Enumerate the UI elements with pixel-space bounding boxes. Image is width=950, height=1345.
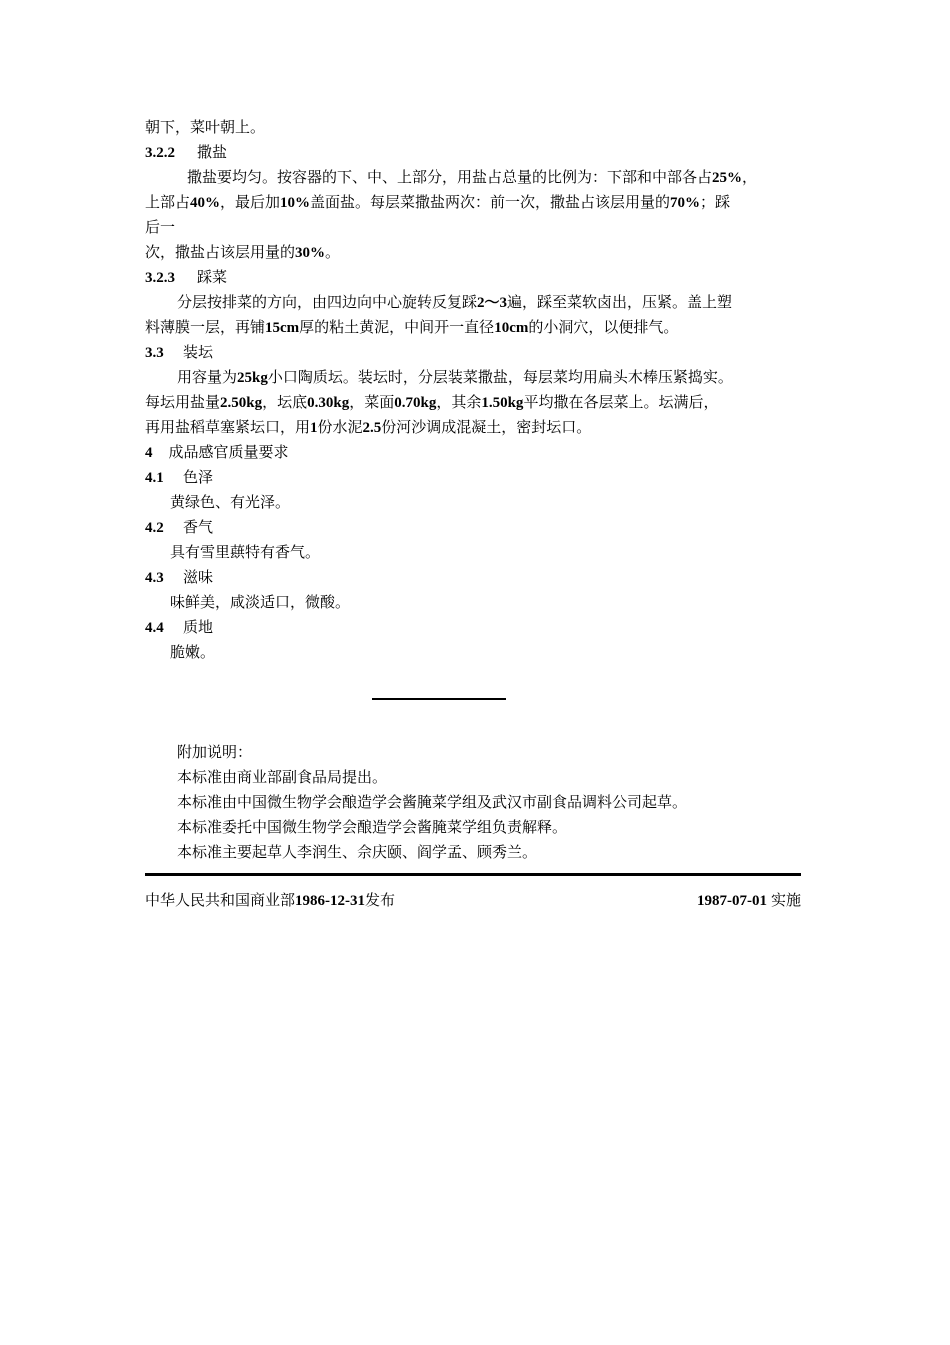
- note-line: 本标准由中国微生物学会酿造学会酱腌菜学组及武汉市副食品调料公司起草。: [177, 793, 688, 811]
- text: 。: [325, 243, 341, 261]
- section-heading-3-2-3: [145, 267, 227, 288]
- publish-info: [145, 890, 395, 911]
- section-body: [170, 642, 215, 662]
- paragraph-line: [145, 392, 718, 413]
- section-number: 3.2.2: [145, 145, 175, 161]
- text: 后一: [145, 218, 176, 236]
- section-number: 4.1: [145, 470, 164, 486]
- section-title: 撒盐: [197, 143, 228, 161]
- text: 撒盐要均匀。按容器的下、中、上部分，用盐占总量的比例为：下部和中部各占: [187, 168, 713, 186]
- value: 2～3: [477, 295, 508, 311]
- text: 份河沙调成混凝土，密封坛口。: [381, 418, 592, 436]
- section-heading-4-2: [145, 517, 213, 538]
- text: 上部占: [145, 193, 191, 211]
- value: 10cm: [494, 320, 529, 336]
- section-number: 3.3: [145, 345, 164, 361]
- paragraph-line: [145, 417, 591, 438]
- effective-info: [697, 890, 801, 911]
- publish-label: 发布: [365, 891, 396, 909]
- paragraph-line: [145, 217, 175, 237]
- effective-date: 1987-07-01: [696, 893, 767, 909]
- value: 30%: [295, 245, 326, 261]
- text: 小口陶质坛。装坛时，分层装菜撒盐，每层菜均用扁头木棒压紧捣实。: [267, 368, 733, 386]
- section-heading-3-3: [145, 342, 213, 363]
- value: 2.5: [362, 420, 382, 436]
- text: 份水泥: [317, 418, 363, 436]
- section-heading-4-4: [145, 617, 213, 638]
- text: 朝下，菜叶朝上。: [145, 118, 266, 136]
- section-body: [170, 542, 320, 562]
- note-line: 本标准委托中国微生物学会酿造学会酱腌菜学组负责解释。: [177, 818, 568, 836]
- value: 25kg: [237, 370, 268, 386]
- section-number: 4: [145, 445, 153, 461]
- section-number: 3.2.3: [145, 270, 175, 286]
- end-of-text-rule: [372, 698, 506, 700]
- section-number: 4.4: [145, 620, 164, 636]
- section-heading-4: [145, 442, 289, 463]
- note-line: 本标准主要起草人李润生、佘庆颐、阎学孟、顾秀兰。: [177, 843, 538, 861]
- section-title: 踩菜: [197, 268, 228, 286]
- section-heading-3-2-2: [145, 142, 227, 163]
- paragraph-line: [145, 242, 340, 263]
- note-line: 本标准由商业部副食品局提出。: [177, 768, 388, 786]
- text: ，: [742, 168, 758, 186]
- text: ，最后加: [220, 193, 281, 211]
- publish-date: 1986-12-31: [295, 893, 366, 909]
- text: 用容量为: [177, 368, 238, 386]
- section-body: [170, 492, 290, 512]
- paragraph-line: [177, 292, 732, 313]
- section-heading-4-3: [145, 567, 213, 588]
- publisher: 中华人民共和国商业部: [145, 891, 296, 909]
- paragraph-line: [187, 167, 757, 188]
- value: 40%: [190, 195, 221, 211]
- text: ；踩: [700, 193, 731, 211]
- section-title: 香气: [183, 518, 214, 536]
- value: 70%: [670, 195, 701, 211]
- text: 黄绿色、有光泽。: [170, 493, 291, 511]
- value: 1.50kg: [481, 395, 524, 411]
- text: 遍，踩至菜软卤出，压紧。盖上塑: [507, 293, 733, 311]
- section-title: 装坛: [183, 343, 214, 361]
- notes-heading: 附加说明：: [177, 743, 253, 761]
- effective-label: 实施: [770, 891, 801, 909]
- value: 0.70kg: [394, 395, 437, 411]
- section-number: 4.3: [145, 570, 164, 586]
- text: 的小洞穴，以便排气。: [528, 318, 679, 336]
- section-title: 色泽: [183, 468, 214, 486]
- value: 10%: [280, 195, 311, 211]
- value: 25%: [712, 170, 743, 186]
- section-title: 滋味: [183, 568, 214, 586]
- text: 料薄膜一层，再铺: [145, 318, 266, 336]
- text-line: [145, 117, 265, 137]
- text: 具有雪里蕻特有香气。: [170, 543, 321, 561]
- text: 平均撒在各层菜上。坛满后，: [523, 393, 719, 411]
- value: 0.30kg: [307, 395, 350, 411]
- section-title: 质地: [183, 618, 214, 636]
- text: 味鲜美，咸淡适口，微酸。: [170, 593, 351, 611]
- value: 15cm: [265, 320, 300, 336]
- footer-rule: [145, 873, 801, 876]
- text: 再用盐稻草塞紧坛口，用: [145, 418, 311, 436]
- value: 1: [310, 420, 318, 436]
- text: 脆嫩。: [170, 643, 216, 661]
- text: ，其余: [436, 393, 482, 411]
- text: 每坛用盐量: [145, 393, 221, 411]
- section-number: 4.2: [145, 520, 164, 536]
- text: ，菜面: [349, 393, 395, 411]
- paragraph-line: [145, 192, 730, 213]
- section-heading-4-1: [145, 467, 213, 488]
- section-title: 成品感官质量要求: [168, 443, 289, 461]
- paragraph-line: [177, 367, 733, 388]
- value: 2.50kg: [220, 395, 263, 411]
- text: ，坛底: [262, 393, 308, 411]
- section-body: [170, 592, 350, 612]
- text: 次，撒盐占该层用量的: [145, 243, 296, 261]
- paragraph-line: [145, 317, 678, 338]
- text: 厚的粘土黄泥，中间开一直径: [299, 318, 495, 336]
- text: 盖面盐。每层菜撒盐两次：前一次，撒盐占该层用量的: [310, 193, 671, 211]
- text: 分层按排菜的方向，由四边向中心旋转反复踩: [177, 293, 478, 311]
